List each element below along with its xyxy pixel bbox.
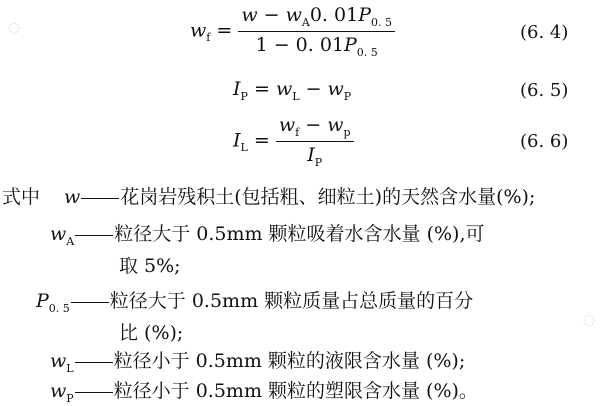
eq3-numerator: $w_f - w_p$ [278,114,351,139]
definition-P05: $P_{0. 5}$ 粒径大于 0.5mm 颗粒质量占总质量的百分 [36,290,474,315]
eq3-denominator: $I_P$ [276,141,354,169]
equation-6-4: $w_f$ = $\frac{w - w_A0. 01P_{0. 5}}{1 - 0. 01P_{0. 5}}$ [190,4,395,59]
eq1-fraction [238,4,395,59]
definition-intro: 式中 [2,186,41,208]
equation-6-6: $I_L$ = $\frac{w_f - w_p}{I_P}$ [233,114,354,169]
definition-wP: $w_P$ 粒径小于 0.5mm 颗粒的塑限含水量 (%)。 [50,380,478,405]
definition-wA-cont: 取 5%; [119,255,181,277]
equation-number-6-5: (6. 5) [520,80,569,101]
eq1-numerator: $w - w_A0$. $01P_{0. 5}$ [241,4,392,29]
eq1-lhs-var: w [190,19,207,42]
definition-wA: $w_A$ 粒径大于 0.5mm 颗粒吸着水含水量 (%),可 [50,223,485,248]
eq3-fraction [276,114,354,169]
scan-mark: ◌ [583,312,596,328]
equation-number-6-4: (6. 4) [520,22,569,43]
equation-6-5: $I_P = w_L - w_P$ [233,78,352,103]
equation-number-6-6: (6. 6) [520,131,569,152]
definition-P05-cont: 比 (%); [119,322,184,344]
definition-wL: $w_L$ 粒径小于 0.5mm 颗粒的液限含水量 (%); [50,350,466,375]
eq1-denominator: 1 − 0. $01P_{0. 5}$ [238,31,395,59]
eq1-lhs-sub: f [206,31,211,45]
definition-w: w 花岗岩残积土(包括粗、细粒土)的天然含水量(%); [64,186,536,208]
scan-mark: ◌ [8,20,21,36]
